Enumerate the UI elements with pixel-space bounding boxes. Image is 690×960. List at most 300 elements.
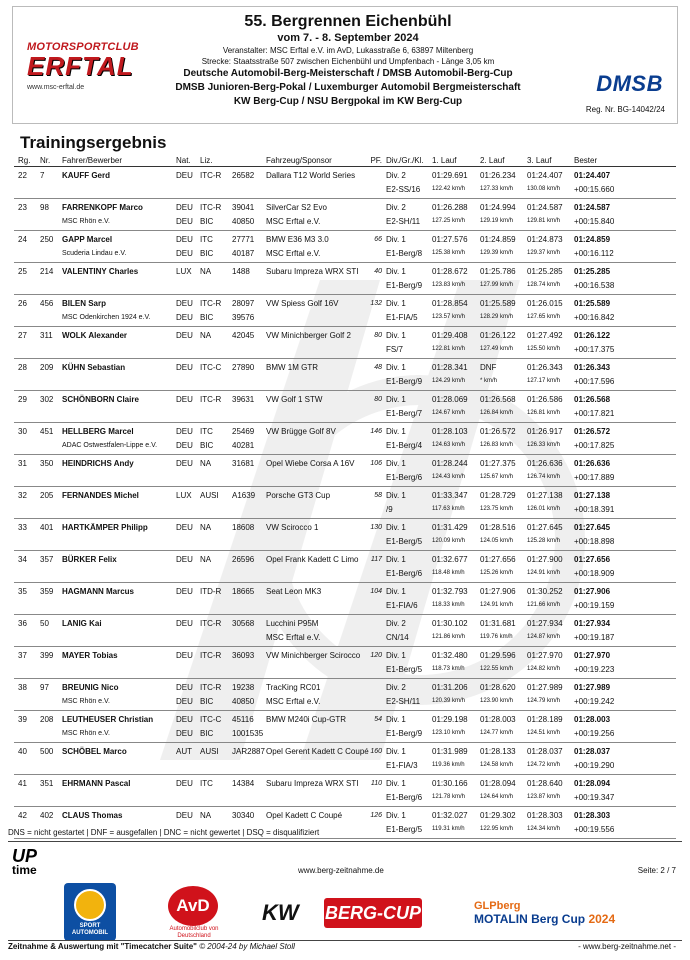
sponsor: MSC Erftal e.V. xyxy=(266,249,321,258)
lap2-speed: 127.99 km/h xyxy=(480,282,514,288)
lap2-time: 01:28.094 xyxy=(480,779,516,788)
lap3-speed: 124.87 km/h xyxy=(527,634,561,640)
vehicle: Opel Gerent Kadett C Coupé xyxy=(266,747,369,756)
logo-url: www.msc-erftal.de xyxy=(27,84,85,91)
row-line-1 xyxy=(14,329,676,342)
row-line-1 xyxy=(14,489,676,502)
lap2-time: 01:28.003 xyxy=(480,715,516,724)
license-number: 1488 xyxy=(232,267,250,276)
division: Div. 1 xyxy=(386,427,406,436)
driver-name: GAPP Marcel xyxy=(62,235,113,244)
license: ITC xyxy=(200,235,213,244)
col-lap3: 3. Lauf xyxy=(527,156,552,165)
row-line-1 xyxy=(14,233,676,246)
lap2-time: 01:24.994 xyxy=(480,203,516,212)
row-line-2 xyxy=(14,375,676,388)
driver-name: FERNANDES Michel xyxy=(62,491,139,500)
lap1-time: 01:31.206 xyxy=(432,683,468,692)
msc-erftal-logo xyxy=(27,41,157,101)
license-number: 31681 xyxy=(232,459,255,468)
start-number: 205 xyxy=(40,491,54,500)
lap2-speed: 126.83 km/h xyxy=(480,442,514,448)
table-row xyxy=(14,647,676,679)
table-row xyxy=(14,391,676,423)
vehicle: Subaru Impreza WRX STI xyxy=(266,267,359,276)
lap1-speed: 124.67 km/h xyxy=(432,410,466,416)
nationality: DEU xyxy=(176,587,193,596)
division: Div. 2 xyxy=(386,203,406,212)
lap2-time: 01:24.859 xyxy=(480,235,516,244)
lap2-time: 01:27.906 xyxy=(480,587,516,596)
lap3-speed: 121.66 km/h xyxy=(527,602,561,608)
best-time: 01:24.859 xyxy=(574,235,611,244)
rank: 30 xyxy=(18,427,27,436)
entrant-license-number: 1001535 xyxy=(232,729,264,738)
rank: 27 xyxy=(18,331,27,340)
footer-divider xyxy=(8,841,682,842)
license: ITC-C xyxy=(200,715,222,724)
rank: 36 xyxy=(18,619,27,628)
lap1-speed: 118.48 km/h xyxy=(432,570,465,576)
best-time: 01:24.407 xyxy=(574,171,611,180)
entrant-license-number: 39576 xyxy=(232,313,255,322)
rank: 28 xyxy=(18,363,27,372)
motalin-name: MOTALIN Berg Cup xyxy=(474,912,586,926)
best-time: 01:28.003 xyxy=(574,715,611,724)
lap2-speed: 122.55 km/h xyxy=(480,666,514,672)
lap3-speed: 129.81 km/h xyxy=(527,218,561,224)
driver-name: HELLBERG Marcel xyxy=(62,427,134,436)
lap1-speed: 124.43 km/h xyxy=(432,474,466,480)
row-line-1 xyxy=(14,553,676,566)
col-best: Bester xyxy=(574,156,598,165)
driver-name: BÜRKER Felix xyxy=(62,555,117,564)
start-number: 456 xyxy=(40,299,54,308)
division: Div. 1 xyxy=(386,235,406,244)
avd-badge: AvD xyxy=(168,886,218,926)
license: AUSI xyxy=(200,747,219,756)
table-body xyxy=(14,167,676,839)
rank: 26 xyxy=(18,299,27,308)
vehicle: VW Scirocco 1 xyxy=(266,523,319,532)
nationality: DEU xyxy=(176,395,193,404)
license-number: 18665 xyxy=(232,587,255,596)
license-number: 39041 xyxy=(232,203,255,212)
entrant-license-number: 40850 xyxy=(232,697,255,706)
lap3-time: 01:26.586 xyxy=(527,395,563,404)
start-number: 359 xyxy=(40,587,54,596)
row-line-2 xyxy=(14,439,676,452)
best-time: 01:28.037 xyxy=(574,747,611,756)
lap1-time: 01:28.069 xyxy=(432,395,468,404)
license-number: 26582 xyxy=(232,171,255,180)
lap1-speed: 118.33 km/h xyxy=(432,602,465,608)
lap1-time: 01:32.027 xyxy=(432,811,468,820)
lap2-speed: 129.19 km/h xyxy=(480,218,514,224)
website-link[interactable]: www.berg-zeitnahme.de xyxy=(298,866,384,875)
start-number: 302 xyxy=(40,395,54,404)
gap: +00:15.660 xyxy=(574,185,615,194)
credit xyxy=(8,942,295,951)
organizer: Veranstalter: MSC Erftal e.V. im AvD, Lukasstraße 6, 63897 Miltenberg xyxy=(222,46,474,55)
lap3-time: 01:28.189 xyxy=(527,715,563,724)
lap3-speed: 128.74 km/h xyxy=(527,282,561,288)
nationality: AUT xyxy=(176,747,192,756)
lap3-time: 01:26.015 xyxy=(527,299,563,308)
driver-name: LEUTHEUSER Christian xyxy=(62,715,154,724)
lap1-time: 01:29.691 xyxy=(432,171,468,180)
class: E1-Berg/5 xyxy=(386,537,423,546)
performance-factor: 80 xyxy=(374,332,382,339)
license-number: 26596 xyxy=(232,555,255,564)
vehicle: VW Brügge Golf 8V xyxy=(266,427,336,436)
class: E1-FIA/5 xyxy=(386,313,418,322)
lap3-speed: 124.82 km/h xyxy=(527,666,561,672)
row-line-2 xyxy=(14,791,676,804)
rank: 31 xyxy=(18,459,27,468)
entrant-license: BIC xyxy=(200,729,214,738)
class: /9 xyxy=(386,505,393,514)
lap2-speed: 128.29 km/h xyxy=(480,314,514,320)
lap1-time: 01:27.576 xyxy=(432,235,468,244)
entrant-license: BIC xyxy=(200,249,214,258)
license: NA xyxy=(200,267,212,276)
lap3-speed: 124.91 km/h xyxy=(527,570,561,576)
entrant: MSC Rhön e.V. xyxy=(62,730,110,737)
table-row xyxy=(14,487,676,519)
lap2-speed: 129.39 km/h xyxy=(480,250,514,256)
gap: +00:15.840 xyxy=(574,217,615,226)
rank: 29 xyxy=(18,395,27,404)
lap1-speed: 124.29 km/h xyxy=(432,378,466,384)
lap2-time: 01:29.596 xyxy=(480,651,516,660)
nationality: DEU xyxy=(176,203,193,212)
start-number: 399 xyxy=(40,651,54,660)
lap2-time: 01:26.122 xyxy=(480,331,516,340)
gap: +00:19.159 xyxy=(574,601,615,610)
lap3-speed: 126.81 km/h xyxy=(527,410,561,416)
lap2-speed: * km/h xyxy=(480,378,498,384)
gap: +00:16.842 xyxy=(574,313,615,322)
gap: +00:16.112 xyxy=(574,249,614,258)
driver-name: HEINDRICHS Andy xyxy=(62,459,134,468)
class: E1-Berg/9 xyxy=(386,281,423,290)
kw-logo-text: KW xyxy=(262,900,299,925)
license: AUSI xyxy=(200,491,219,500)
bergcup-logo-text: BERG-CUP xyxy=(324,898,422,928)
license-number: 19238 xyxy=(232,683,255,692)
nationality: DEU xyxy=(176,427,193,436)
legend: DNS = nicht gestartet | DNF = ausgefallen | DNC = nicht gewertet | DSQ = disqualifiziert xyxy=(8,828,320,837)
lap2-speed: 127.33 km/h xyxy=(480,186,514,192)
entrant-nationality: DEU xyxy=(176,249,193,258)
lap2-speed: 124.64 km/h xyxy=(480,794,514,800)
sponsor-sport-logo xyxy=(64,883,116,941)
entrant: MSC Rhön e.V. xyxy=(62,218,110,225)
division: Div. 1 xyxy=(386,747,406,756)
license-number: 18608 xyxy=(232,523,255,532)
lap1-speed: 127.25 km/h xyxy=(432,218,466,224)
lap2-time: 01:28.516 xyxy=(480,523,516,532)
sponsor-emblem-icon xyxy=(74,889,106,921)
sponsor-avd-logo xyxy=(162,886,226,940)
lap3-time: 01:28.640 xyxy=(527,779,563,788)
best-time: 01:27.970 xyxy=(574,651,611,660)
lap1-time: 01:31.429 xyxy=(432,523,468,532)
nationality: DEU xyxy=(176,235,193,244)
logo-line1: MOTORSPORTCLUB xyxy=(27,41,139,53)
lap3-time: 01:27.934 xyxy=(527,619,563,628)
lap1-time: 01:32.793 xyxy=(432,587,468,596)
lap3-time: 01:25.285 xyxy=(527,267,563,276)
row-line-2 xyxy=(14,247,676,260)
sponsor-motalin-logo xyxy=(474,900,654,926)
division: Div. 2 xyxy=(386,619,406,628)
driver-name: LANIG Kai xyxy=(62,619,102,628)
row-line-1 xyxy=(14,713,676,726)
best-time: 01:25.285 xyxy=(574,267,611,276)
lap1-time: 01:30.102 xyxy=(432,619,468,628)
entrant-nationality: DEU xyxy=(176,217,193,226)
performance-factor: 104 xyxy=(370,588,382,595)
row-line-1 xyxy=(14,649,676,662)
lap1-time: 01:28.244 xyxy=(432,459,468,468)
vehicle: Seat Leon MK3 xyxy=(266,587,322,596)
performance-factor: 80 xyxy=(374,396,382,403)
row-line-2 xyxy=(14,215,676,228)
lap1-time: 01:28.103 xyxy=(432,427,468,436)
lap1-speed: 119.31 km/h xyxy=(432,826,465,832)
lap1-time: 01:29.408 xyxy=(432,331,468,340)
lap1-speed: 119.36 km/h xyxy=(432,762,465,768)
division: Div. 1 xyxy=(386,779,406,788)
nationality: DEU xyxy=(176,811,193,820)
driver-name: MAYER Tobias xyxy=(62,651,118,660)
nationality: DEU xyxy=(176,171,193,180)
performance-factor: 117 xyxy=(370,556,382,563)
lap2-speed: 125.67 km/h xyxy=(480,474,514,480)
division: Div. 1 xyxy=(386,491,406,500)
lap1-time: 01:30.166 xyxy=(432,779,468,788)
license-number: 27771 xyxy=(232,235,255,244)
vehicle: Opel Frank Kadett C Limo xyxy=(266,555,359,564)
gap: +00:19.256 xyxy=(574,729,615,738)
nationality: DEU xyxy=(176,331,193,340)
vehicle: BMW M240i Cup-GTR xyxy=(266,715,347,724)
row-line-2 xyxy=(14,663,676,676)
lap3-time: 01:24.873 xyxy=(527,235,563,244)
license-number: 42045 xyxy=(232,331,255,340)
driver-name: HARTKÄMPER Philipp xyxy=(62,523,148,532)
lap2-time: 01:26.234 xyxy=(480,171,516,180)
motalin-line1: GLPberg xyxy=(474,900,521,912)
best-time: 01:26.122 xyxy=(574,331,611,340)
lap2-speed: 122.95 km/h xyxy=(480,826,514,832)
row-line-1 xyxy=(14,169,676,182)
lap3-time: 01:28.037 xyxy=(527,747,563,756)
gap: +00:18.898 xyxy=(574,537,615,546)
lap1-speed: 117.63 km/h xyxy=(432,506,465,512)
lap1-time: 01:32.480 xyxy=(432,651,468,660)
division: Div. 1 xyxy=(386,587,406,596)
driver-name: CLAUS Thomas xyxy=(62,811,123,820)
entrant-nationality: DEU xyxy=(176,729,193,738)
best-time: 01:26.572 xyxy=(574,427,611,436)
row-line-2 xyxy=(14,759,676,772)
row-line-2 xyxy=(14,279,676,292)
row-line-1 xyxy=(14,521,676,534)
best-time: 01:25.589 xyxy=(574,299,611,308)
division: Div. 1 xyxy=(386,811,406,820)
lap3-speed: 124.79 km/h xyxy=(527,698,561,704)
gap: +00:19.347 xyxy=(574,793,615,802)
vehicle: VW Minichberger Scirocco xyxy=(266,651,361,660)
page-number: Seite: 2 / 7 xyxy=(637,866,676,875)
row-line-2 xyxy=(14,311,676,324)
best-time: 01:28.094 xyxy=(574,779,611,788)
start-number: 250 xyxy=(40,235,54,244)
lap2-speed: 125.26 km/h xyxy=(480,570,514,576)
lap3-speed: 126.33 km/h xyxy=(527,442,561,448)
license-number: 14384 xyxy=(232,779,255,788)
class: E1-Berg/6 xyxy=(386,793,423,802)
lap2-speed: 126.84 km/h xyxy=(480,410,514,416)
row-line-1 xyxy=(14,681,676,694)
lap3-speed: 126.01 km/h xyxy=(527,506,561,512)
row-line-1 xyxy=(14,297,676,310)
vehicle: VW Golf 1 STW xyxy=(266,395,323,404)
rank: 23 xyxy=(18,203,27,212)
event-title: 55. Bergrennen Eichenbühl xyxy=(244,13,452,30)
lap3-speed: 124.72 km/h xyxy=(527,762,561,768)
row-line-1 xyxy=(14,745,676,758)
lap1-time: 01:32.677 xyxy=(432,555,468,564)
table-row xyxy=(14,743,676,775)
col-lap1: 1. Lauf xyxy=(432,156,457,165)
credit-rest: © 2004-24 by Michael Stoll xyxy=(196,942,295,951)
rank: 37 xyxy=(18,651,27,660)
lap2-time: DNF xyxy=(480,363,497,372)
license: NA xyxy=(200,459,212,468)
start-number: 311 xyxy=(40,331,53,340)
driver-name: EHRMANN Pascal xyxy=(62,779,131,788)
division: Div. 2 xyxy=(386,171,406,180)
driver-name: SCHÖBEL Marco xyxy=(62,747,127,756)
entrant-nationality: DEU xyxy=(176,697,193,706)
performance-factor: 126 xyxy=(370,812,382,819)
col-nr: Nr. xyxy=(40,156,51,165)
driver-name: BILEN Sarp xyxy=(62,299,107,308)
lap1-speed: 124.63 km/h xyxy=(432,442,466,448)
sponsor-kw-bergcup-logo xyxy=(262,898,422,932)
row-line-1 xyxy=(14,393,676,406)
lap1-time: 01:29.198 xyxy=(432,715,468,724)
motalin-line2 xyxy=(474,912,654,926)
driver-name: WOLK Alexander xyxy=(62,331,128,340)
nationality: DEU xyxy=(176,779,193,788)
entrant-license: BIC xyxy=(200,217,214,226)
uptime-logo xyxy=(12,846,64,878)
lap3-speed: 130.08 km/h xyxy=(527,186,561,192)
rank: 34 xyxy=(18,555,27,564)
row-line-2 xyxy=(14,695,676,708)
class: E1-Berg/5 xyxy=(386,665,423,674)
entrant: MSC Rhön e.V. xyxy=(62,698,110,705)
best-time: 01:26.636 xyxy=(574,459,611,468)
nationality: DEU xyxy=(176,651,193,660)
lap2-time: 01:28.620 xyxy=(480,683,516,692)
nationality: LUX xyxy=(176,491,192,500)
division: Div. 1 xyxy=(386,267,406,276)
license: ITC-C xyxy=(200,363,222,372)
performance-factor: 130 xyxy=(370,524,382,531)
class: E1-Berg/4 xyxy=(386,441,423,450)
row-line-2 xyxy=(14,535,676,548)
table-row xyxy=(14,519,676,551)
division: Div. 1 xyxy=(386,459,406,468)
performance-factor: 106 xyxy=(370,460,382,467)
rank: 22 xyxy=(18,171,27,180)
lap3-time: 01:30.252 xyxy=(527,587,563,596)
lap1-time: 01:33.347 xyxy=(432,491,468,500)
license: NA xyxy=(200,811,212,820)
credit-right: - www.berg-zeitnahme.net - xyxy=(578,942,676,951)
entrant-license-number: 40281 xyxy=(232,441,255,450)
performance-factor: 146 xyxy=(370,428,382,435)
best-time: 01:24.587 xyxy=(574,203,611,212)
vehicle: TracKing RC01 xyxy=(266,683,321,692)
nationality: DEU xyxy=(176,299,193,308)
lap1-speed: 123.10 km/h xyxy=(432,730,466,736)
start-number: 98 xyxy=(40,203,49,212)
entrant-nationality: DEU xyxy=(176,313,193,322)
nationality: DEU xyxy=(176,363,193,372)
division: Div. 1 xyxy=(386,331,406,340)
uptime-logo-top: UP xyxy=(12,846,38,866)
lap3-time: 01:28.303 xyxy=(527,811,563,820)
lap3-speed: 129.37 km/h xyxy=(527,250,561,256)
performance-factor: 40 xyxy=(374,268,382,275)
class: E1-Berg/9 xyxy=(386,377,423,386)
vehicle: Opel Kadett C Coupé xyxy=(266,811,343,820)
vehicle: VW Spiess Golf 16V xyxy=(266,299,339,308)
driver-name: SCHÖNBORN Claire xyxy=(62,395,139,404)
best-time: 01:27.656 xyxy=(574,555,611,564)
lap2-time: 01:26.572 xyxy=(480,427,516,436)
table-row xyxy=(14,615,676,647)
class: E1-FIA/6 xyxy=(386,601,418,610)
license: ITC xyxy=(200,779,213,788)
vehicle: SilverCar S2 Evo xyxy=(266,203,327,212)
rank: 35 xyxy=(18,587,27,596)
lap1-speed: 121.78 km/h xyxy=(432,794,466,800)
row-line-2 xyxy=(14,343,676,356)
lap2-speed: 123.75 km/h xyxy=(480,506,514,512)
table-row xyxy=(14,359,676,391)
results-table xyxy=(14,156,676,839)
col-vehicle: Fahrzeug/Sponsor xyxy=(266,156,332,165)
rank: 24 xyxy=(18,235,27,244)
col-name: Fahrer/Bewerber xyxy=(62,156,123,165)
division: Div. 1 xyxy=(386,395,406,404)
lap3-time: 01:24.407 xyxy=(527,171,563,180)
table-row xyxy=(14,711,676,743)
entrant: Scuderia Lindau e.V. xyxy=(62,250,127,257)
sponsor-sport-text: SPORT AUTOMOBIL xyxy=(71,923,109,936)
best-time: 01:27.645 xyxy=(574,523,611,532)
credit-main: Zeitnahme & Auswertung mit "Timecatcher Suite" xyxy=(8,942,197,951)
performance-factor: 66 xyxy=(374,236,382,243)
